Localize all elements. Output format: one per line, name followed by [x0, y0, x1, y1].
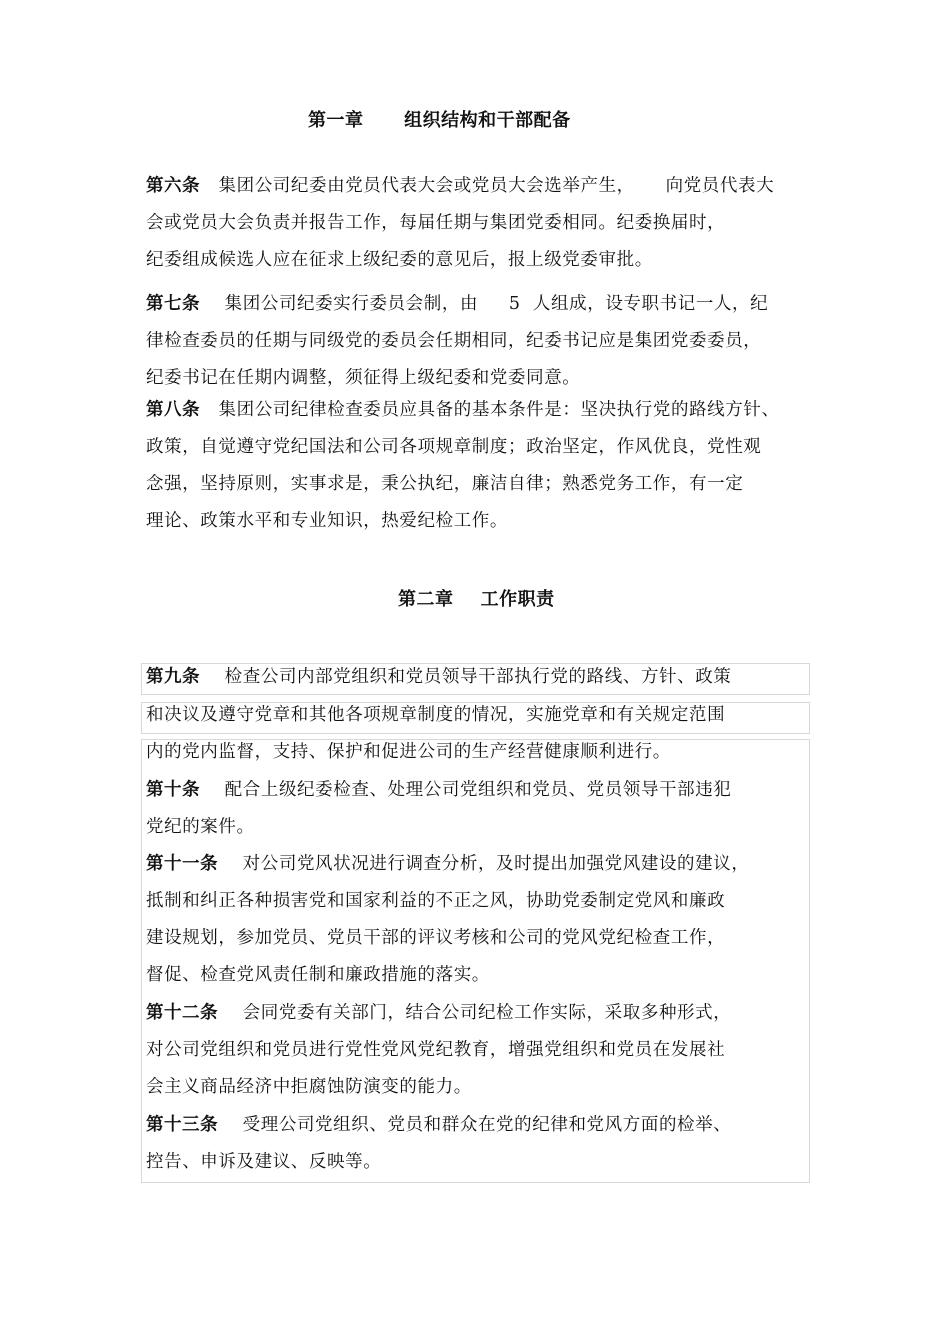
article-11-text-1: 对公司党风状况进行调查分析，及时提出加强党风建设的建议， [218, 854, 750, 874]
chapter-2-heading: 第二章 工作职责 [398, 589, 555, 610]
article-7-line-3: 纪委书记在任期内调整，须征得上级纪委和党委同意。 [146, 368, 581, 388]
article-9-text-1: 检查公司内部党组织和党员领导干部执行党的路线、方针、政策 [200, 667, 732, 687]
article-9-line-1 [146, 666, 731, 688]
article-8-label: 第八条 [146, 400, 200, 420]
article-6-text-1: 集团公司纪委由党员代表大会或党员大会选举产生， 向党员代表大 [200, 176, 775, 196]
article-12-text-1: 会同党委有关部门，结合公司纪检工作实际，采取多种形式， [218, 1003, 732, 1023]
article-11-label: 第十一条 [146, 854, 218, 874]
article-6-line-2: 会或党员大会负责并报告工作，每届任期与集团党委相同。纪委换届时， [146, 213, 726, 233]
article-12-line-3: 会主义商品经济中拒腐蚀防演变的能力。 [146, 1077, 472, 1097]
article-13-text-1: 受理公司党组织、党员和群众在党的纪律和党风方面的检举、 [218, 1115, 732, 1135]
article-12-line-2: 对公司党组织和党员进行党性党风党纪教育，增强党组织和党员在发展社 [146, 1040, 726, 1060]
article-7-label: 第七条 [146, 294, 200, 314]
article-10-line-2: 党纪的案件。 [146, 817, 255, 837]
article-13-label: 第十三条 [146, 1115, 218, 1135]
article-10-line-1 [146, 779, 731, 801]
article-8-line-1 [146, 399, 780, 421]
article-12-label: 第十二条 [146, 1003, 218, 1023]
article-8-line-3: 念强，坚持原则，实事求是，秉公执纪，廉洁自律；熟悉党务工作，有一定 [146, 474, 744, 494]
article-11-line-3: 建设规划，参加党员、党员干部的评议考核和公司的党风党纪检查工作， [146, 928, 726, 948]
article-11-line-2: 抵制和纠正各种损害党和国家利益的不正之风，协助党委制定党风和廉政 [146, 891, 726, 911]
article-13-line-2: 控告、申诉及建议、反映等。 [146, 1152, 382, 1172]
article-10-label: 第十条 [146, 780, 200, 800]
article-7-line-1 [146, 293, 768, 315]
article-8-text-1: 集团公司纪律检查委员应具备的基本条件是：坚决执行党的路线方针、 [200, 400, 780, 420]
article-6-label: 第六条 [146, 176, 200, 196]
article-10-text-1: 配合上级纪委检查、处理公司党组织和党员、党员领导干部违犯 [200, 780, 732, 800]
article-11-line-1 [146, 853, 749, 875]
chapter-1-heading: 第一章 组织结构和干部配备 [308, 110, 571, 131]
article-13-line-1 [146, 1114, 731, 1136]
article-7-text-1: 集团公司纪委实行委员会制，由 5 人组成，设专职书记一人，纪 [200, 294, 769, 314]
article-7-line-2: 律检查委员的任期与同级党的委员会任期相同，纪委书记应是集团党委委员， [146, 331, 762, 351]
article-11-line-4: 督促、检查党风责任制和廉政措施的落实。 [146, 965, 490, 985]
article-6-line-1 [146, 175, 774, 197]
article-9-label: 第九条 [146, 667, 200, 687]
article-8-line-4: 理论、政策水平和专业知识，热爱纪检工作。 [146, 511, 508, 531]
article-6-line-3: 纪委组成候选人应在征求上级纪委的意见后，报上级党委审批。 [146, 250, 653, 270]
article-12-line-1 [146, 1002, 731, 1024]
article-9-line-3: 内的党内监督，支持、保护和促进公司的生产经营健康顺利进行。 [146, 742, 671, 762]
article-8-line-2: 政策，自觉遵守党纪国法和公司各项规章制度；政治坚定，作风优良，党性观 [146, 437, 762, 457]
article-9-line-2: 和决议及遵守党章和其他各项规章制度的情况，实施党章和有关规定范围 [146, 705, 726, 725]
